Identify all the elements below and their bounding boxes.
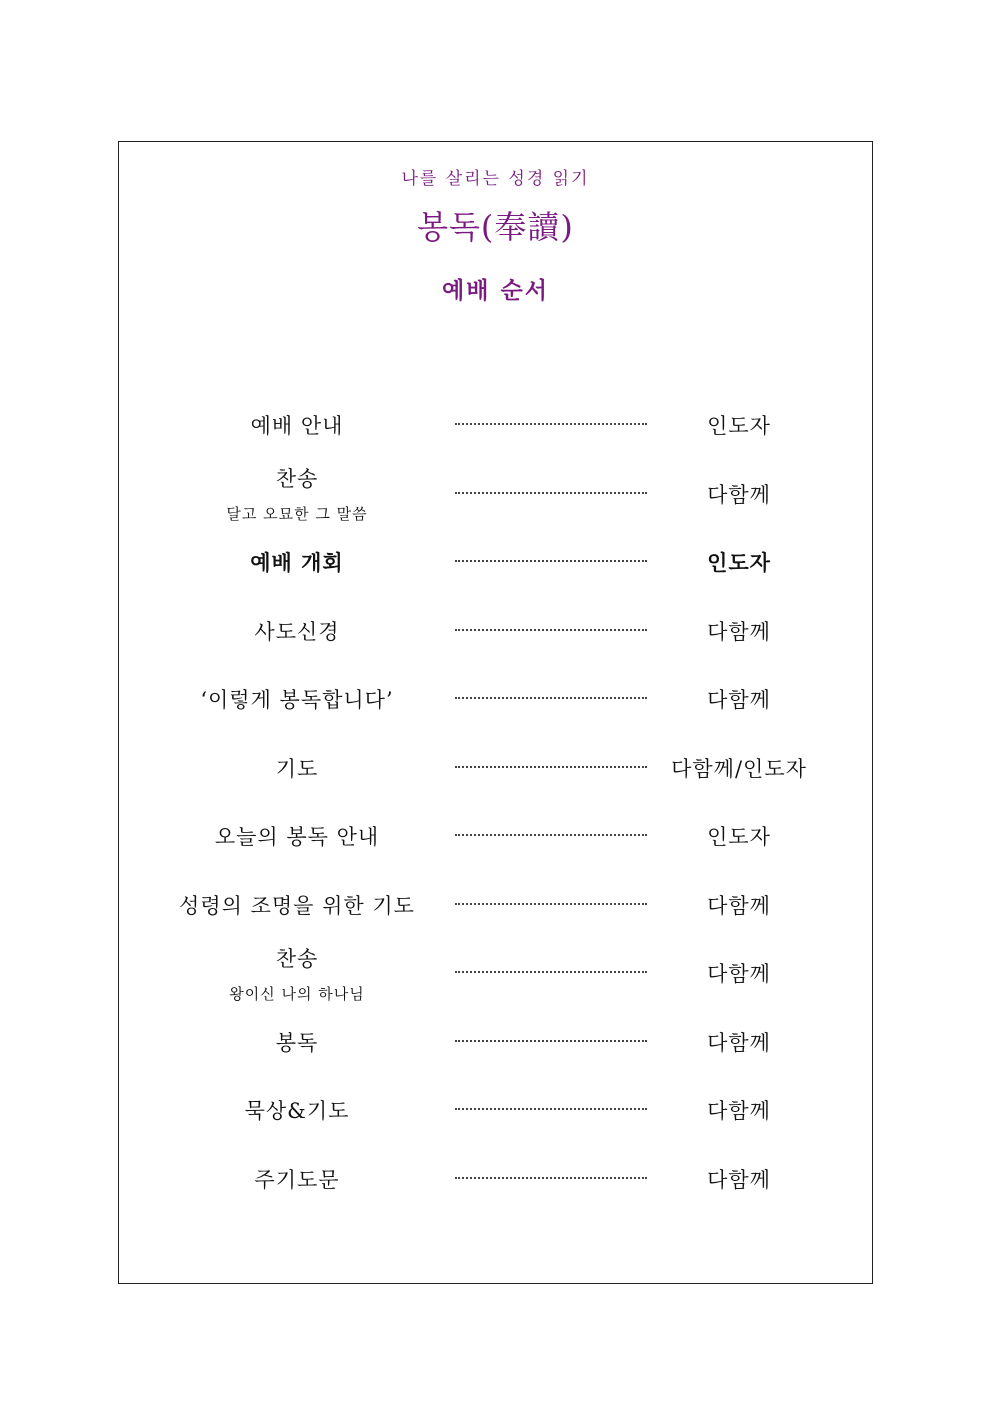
dotted-leader	[455, 834, 647, 836]
dotted-leader	[455, 1177, 647, 1179]
order-item-participant: 다함께	[707, 1030, 771, 1055]
order-item-name: 찬송	[275, 467, 319, 491]
dotted-leader	[455, 423, 647, 425]
order-row	[119, 395, 872, 455]
order-row	[119, 601, 872, 661]
order-heading: 예배 순서	[442, 277, 549, 304]
order-item	[147, 395, 447, 455]
dotted-leader	[455, 766, 647, 768]
dotted-leader	[455, 903, 647, 905]
order-item-name: 주기도문	[254, 1167, 340, 1192]
order-item-hymn-title: 달고 오묘한 그 말씀	[226, 505, 368, 523]
order-row	[119, 738, 872, 798]
order-item	[147, 943, 447, 1003]
page-frame	[118, 141, 873, 1284]
order-item-name: 사도신경	[254, 619, 340, 644]
dotted-leader	[455, 971, 647, 973]
order-item-participant: 다함께	[707, 893, 771, 918]
dotted-leader	[455, 697, 647, 699]
order-item-hymn-title: 왕이신 나의 하나님	[229, 984, 365, 1003]
order-item-participant: 인도자	[707, 825, 771, 849]
order-row	[119, 1080, 872, 1140]
order-item-name: 예배 개회	[250, 550, 344, 575]
order-row	[119, 875, 872, 935]
order-item-participant: 인도자	[707, 550, 771, 575]
order-item-name: 예배 안내	[250, 414, 344, 438]
order-item	[147, 532, 447, 592]
worship-order-list	[119, 142, 872, 1283]
order-item	[147, 464, 447, 524]
order-item-participant: 다함께	[707, 962, 771, 986]
order-item-name: ‘이렇게 봉독합니다’	[200, 688, 394, 712]
order-item-name: 오늘의 봉독 안내	[214, 825, 380, 849]
order-item-name: 기도	[275, 756, 319, 781]
order-item-participant: 다함께/인도자	[671, 756, 807, 781]
order-item	[147, 875, 447, 935]
order-item-participant: 다함께	[707, 1167, 771, 1192]
order-row	[119, 1012, 872, 1072]
order-row	[119, 532, 872, 592]
order-row	[119, 1149, 872, 1209]
dotted-leader	[455, 492, 647, 494]
order-item-participant: 다함께	[707, 688, 771, 712]
order-row	[119, 464, 872, 524]
order-item	[147, 1080, 447, 1140]
order-item	[147, 1012, 447, 1072]
dotted-leader	[455, 1108, 647, 1110]
dotted-leader	[455, 1040, 647, 1042]
dotted-leader	[455, 560, 647, 562]
order-item-name: 봉독	[275, 1030, 319, 1055]
order-item-name: 묵상&기도	[244, 1099, 350, 1123]
order-row	[119, 806, 872, 866]
order-item-name: 성령의 조명을 위한 기도	[179, 893, 415, 918]
order-item-name: 찬송	[275, 946, 319, 971]
order-item	[147, 669, 447, 729]
order-item-participant: 다함께	[707, 482, 771, 507]
order-item-participant: 다함께	[707, 1099, 771, 1123]
order-row	[119, 669, 872, 729]
order-item	[147, 806, 447, 866]
page-subtitle: 나를 살리는 성경 읽기	[401, 169, 590, 189]
order-item	[147, 1149, 447, 1209]
order-item	[147, 601, 447, 661]
order-item-participant: 다함께	[707, 619, 771, 644]
order-item-participant: 인도자	[707, 414, 771, 438]
dotted-leader	[455, 629, 647, 631]
page-title: 봉독(奉讀)	[417, 208, 574, 246]
order-item	[147, 738, 447, 798]
order-row	[119, 943, 872, 1003]
